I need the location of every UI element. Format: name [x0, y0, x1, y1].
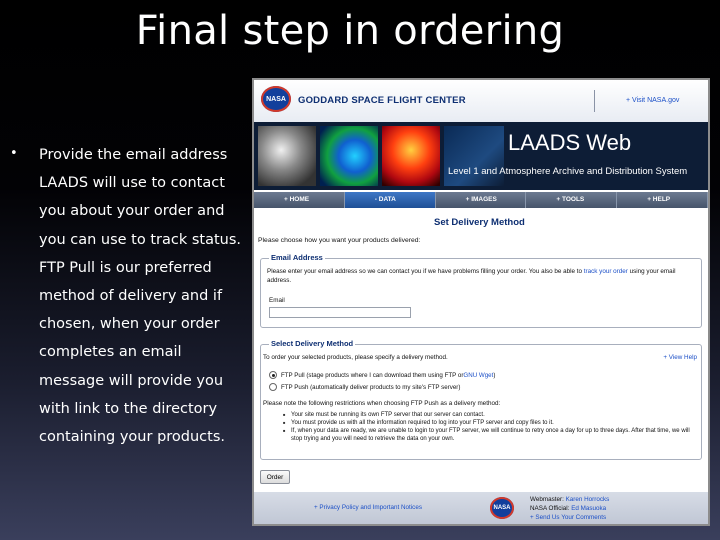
delivery-intro: To order your selected products, please specify a delivery method. [263, 354, 448, 361]
satellite-image-4 [444, 126, 504, 186]
nav-tools[interactable]: + TOOLS [526, 192, 617, 208]
laads-web-screenshot [252, 78, 710, 526]
satellite-image-2 [320, 126, 378, 186]
gnu-wget-link[interactable]: GNU Wget [463, 371, 494, 379]
footer-nasa-logo-icon: NASA [490, 497, 514, 519]
slide-body-text [39, 141, 249, 451]
ftp-pull-label: FTP Pull (stage products where I can download them using FTP or [281, 371, 464, 379]
satellite-image-1 [258, 126, 316, 186]
page-footer [254, 492, 708, 526]
webmaster-label: Webmaster: [530, 496, 566, 503]
list-item: ■ If, when your data are ready, we are unable to login to your FTP server, we will continue to retry once a day for up to three days. After that time, we will stop trying and you will need to retrieve the data on your own. [285, 427, 697, 443]
ftp-push-option[interactable] [269, 383, 460, 391]
track-order-link[interactable]: track your order [583, 268, 628, 275]
laads-banner [254, 122, 708, 190]
body-line: containing your products. [39, 429, 226, 446]
body-line: with link to the directory [39, 400, 218, 417]
email-instructions-text: Please enter your email address so we can contact you if we have problems filling your order. You also be able to [267, 268, 584, 275]
gsfc-header [254, 80, 708, 123]
visit-nasa-link[interactable]: + Visit NASA.gov [626, 97, 680, 104]
ftp-push-radio[interactable] [269, 383, 277, 391]
ftp-push-note: Please note the following restrictions when choosing FTP Push as a delivery method: [263, 400, 501, 407]
delivery-method-section [260, 339, 702, 460]
delivery-prompt: Please choose how you want your products delivered: [258, 237, 421, 244]
header-divider [594, 90, 595, 112]
privacy-policy-link[interactable]: + Privacy Policy and Important Notices [314, 504, 422, 511]
nasa-logo-icon: NASA [261, 86, 291, 112]
official-label: NASA Official: [530, 505, 572, 512]
footer-credits [530, 495, 609, 522]
body-line: FTP Pull is our preferred [39, 259, 212, 276]
email-field-label: Email [269, 297, 285, 304]
main-nav [254, 192, 708, 208]
slide-title: Final step in ordering [135, 8, 565, 54]
webmaster-link[interactable]: Karen Horrocks [565, 496, 610, 503]
body-line: completes an email [39, 344, 182, 361]
nav-images[interactable]: + IMAGES [436, 192, 527, 208]
order-button[interactable]: Order [260, 470, 290, 484]
email-address-section [260, 253, 702, 328]
ftp-push-label: FTP Push (automatically deliver products to my site's FTP server) [281, 383, 461, 391]
nav-home[interactable]: + HOME [254, 192, 345, 208]
restrictions-list [285, 411, 697, 443]
banner-subtitle: Level 1 and Atmosphere Archive and Distribution System [448, 166, 688, 177]
view-help-link[interactable]: + View Help [663, 354, 697, 361]
ftp-pull-label-end: ) [493, 371, 496, 379]
body-line: Provide the email address [39, 147, 228, 163]
body-line: method of delivery and if [39, 288, 223, 305]
email-section-legend: Email Address [271, 253, 323, 262]
nav-data[interactable]: - DATA [345, 192, 436, 208]
body-line: LAADS will use to contact [39, 175, 225, 192]
official-line [530, 504, 609, 513]
body-line: message will provide you [39, 372, 224, 389]
official-link[interactable]: Ed Masuoka [571, 505, 607, 512]
delivery-section-legend: Select Delivery Method [271, 339, 354, 348]
body-line: chosen, when your order [39, 316, 220, 333]
send-comments-link[interactable]: + Send Us Your Comments [530, 514, 607, 521]
webmaster-line [530, 495, 609, 504]
body-line: you can use to track status. [39, 231, 242, 248]
nav-help[interactable]: + HELP [617, 192, 708, 208]
list-item: ■ You must provide us with all the information required to log into your FTP server and copy files to it. [285, 419, 697, 427]
ftp-pull-option[interactable] [269, 371, 495, 379]
bullet-symbol: • [10, 146, 18, 161]
list-item: ■ Your site must be running its own FTP server that our server can contact. [285, 411, 697, 419]
email-instructions [267, 267, 697, 285]
banner-title: LAADS Web [508, 130, 632, 155]
email-field[interactable] [269, 307, 411, 318]
body-line: you about your order and [39, 203, 225, 220]
email-instructions-end: using your email address. [267, 268, 676, 284]
ftp-pull-radio[interactable] [269, 371, 277, 379]
org-name: GODDARD SPACE FLIGHT CENTER [298, 95, 466, 106]
satellite-image-3 [382, 126, 440, 186]
page-title: Set Delivery Method [434, 217, 525, 228]
